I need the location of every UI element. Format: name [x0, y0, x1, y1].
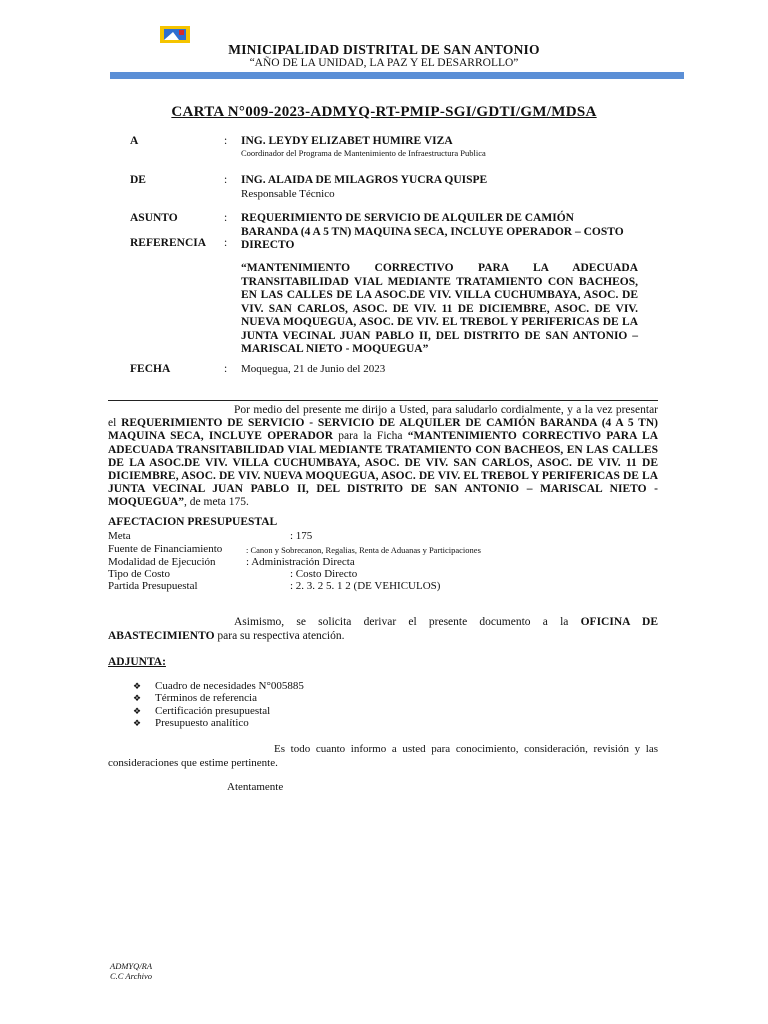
attachment-item [133, 692, 257, 704]
date-colon: : [224, 363, 228, 375]
footer-cc: C.C Archivo [110, 971, 153, 981]
body-paragraph-1 [108, 404, 658, 510]
diamond-bullet-icon: ❖ [133, 707, 142, 717]
attachment-label: Presupuesto analítico [155, 717, 249, 729]
budget-value-meta: : 175 [290, 530, 313, 542]
date-value: Moquegua, 21 de Junio del 2023 [241, 363, 386, 375]
subject-colon: : [224, 212, 228, 224]
header-divider [110, 72, 684, 79]
p1-ficha: “MANTENIMIENTO CORRECTIVO PARA LA ADECUADA TRANSITABILIDAD VIAL MEDIANTE TRATAMIENTO CON BACHEOS, EN LAS CALLES DE LA ASOC.DE VIV. VILLA CUCHUMBAYA, ASOC. DE VIV. SAN CARLOS, ASOC. DE VIV. 11 DE DICIEMBRE, ASOC. DE VIV. NUEVA MOQUEGUA, ASOC. DE VIV. EL TREBOL Y PERIFERICAS DE LA JUNTA VECINAL JUAN PABLO II, DEL DISTRITO DE SAN ANTONIO – MARISCAL NIETO - MOQUEGUA” [108, 430, 658, 509]
letter-title: CARTA N°009-2023-ADMYQ-RT-PMIP-SGI/GDTI/GM/MDSA [171, 104, 597, 120]
budget-value-fuente: : Canon y Sobrecanon, Regalias, Renta de Aduanas y Participaciones [246, 545, 481, 555]
from-role: Responsable Técnico [241, 188, 335, 200]
subject-label: ASUNTO [130, 212, 178, 224]
attachment-label: Términos de referencia [155, 692, 257, 704]
to-role: Coordinador del Programa de Mantenimiento de Infraestructura Publica [241, 148, 486, 158]
p1-meta: 175 [228, 496, 246, 509]
budget-value-modalidad: : Administración Directa [246, 556, 355, 568]
p1-intro: Por medio del presente me dirijo a Usted, para saludarlo cordialmente, y a la vez presentar el [108, 404, 658, 430]
from-label: DE [130, 174, 146, 186]
from-colon: : [224, 174, 228, 186]
diamond-bullet-icon: ❖ [133, 682, 142, 692]
year-motto: “AÑO DE LA UNIDAD, LA PAZ Y EL DESARROLLO” [249, 57, 519, 69]
separator-line [108, 400, 658, 401]
p2-intro: Asimismo, se solicita derivar el presente documento a la [234, 616, 581, 628]
p1-requirement: REQUERIMIENTO DE SERVICIO - SERVICIO DE ALQUILER DE CAMIÓN BARANDA (4 A 5 TN) MAQUINA SECA, INCLUYE OPERADOR [108, 417, 658, 443]
p2-office: OFICINA DE ABASTECIMIENTO [108, 616, 658, 642]
attachment-label: Cuadro de necesidades N°005885 [155, 680, 304, 692]
p1-dot: . [245, 496, 249, 509]
attachment-item [133, 705, 270, 717]
p1-mid: para la Ficha [333, 430, 408, 443]
body-paragraph-3 [108, 742, 658, 770]
budget-value-partida: : 2. 3. 2 5. 1 2 (DE VEHICULOS) [290, 580, 441, 592]
p1-end: , de meta [184, 496, 229, 509]
closing: Atentamente [227, 781, 284, 793]
budget-label-fuente: Fuente de Financiamiento [108, 543, 223, 555]
p2-end: para su respectiva atención. [214, 629, 345, 642]
diamond-bullet-icon: ❖ [133, 719, 142, 729]
date-label: FECHA [130, 363, 171, 375]
footer-initials: ADMYQ/RA [110, 961, 153, 971]
municipality-name: MINICIPALIDAD DISTRITAL DE SAN ANTONIO [228, 42, 540, 57]
body-paragraph-2 [108, 616, 658, 643]
budget-label-partida: Partida Presupuestal [108, 580, 198, 592]
diamond-bullet-icon: ❖ [133, 694, 142, 704]
to-colon: : [224, 135, 228, 147]
p3-text: Es todo cuanto informo a usted para conocimiento, consideración, revisión y las consideraciones que estime pertinente. [108, 743, 658, 769]
attachment-item [133, 680, 304, 692]
budget-value-tipo: : Costo Directo [290, 568, 358, 580]
budget-label-tipo: Tipo de Costo [108, 568, 170, 580]
from-name: ING. ALAIDA DE MILAGROS YUCRA QUISPE [241, 174, 488, 186]
budget-title: AFECTACION PRESUPUESTAL [108, 516, 278, 528]
attachment-label: Certificación presupuestal [155, 705, 271, 717]
attachments-title: ADJUNTA: [108, 656, 166, 668]
budget-label-modalidad: Modalidad de Ejecución [108, 556, 216, 568]
municipality-logo-icon [160, 26, 190, 43]
subject-text: REQUERIMIENTO DE SERVICIO DE ALQUILER DE CAMIÓN BARANDA (4 A 5 TN) MAQUINA SECA, INCLUYE OPERADOR – COSTO DIRECTO [241, 212, 624, 251]
reference-colon: : [224, 237, 228, 249]
reference-label: REFERENCIA [130, 237, 207, 249]
attachment-item [133, 717, 249, 729]
to-name: ING. LEYDY ELIZABET HUMIRE VIZA [241, 135, 453, 147]
reference-text: “MANTENIMIENTO CORRECTIVO PARA LA ADECUADA TRANSITABILIDAD VIAL MEDIANTE TRATAMIENTO CON BACHEOS, EN LAS CALLES DE LA ASOC.DE VIV. VILLA CUCHUMBAYA, ASOC. DE VIV. SAN CARLOS, ASOC. DE VIV. 11 DE DICIEMBRE, ASOC. DE VIV. NUEVA MOQUEGUA, ASOC. DE VIV. EL TREBOL Y PERIFERICAS DE LA JUNTA VECINAL JUAN PABLO II, DEL DISTRITO DE SAN ANTONIO – MARISCAL NIETO - MOQUEGUA” [241, 262, 638, 355]
to-label: A [130, 135, 139, 147]
budget-label-meta: Meta [108, 530, 131, 542]
